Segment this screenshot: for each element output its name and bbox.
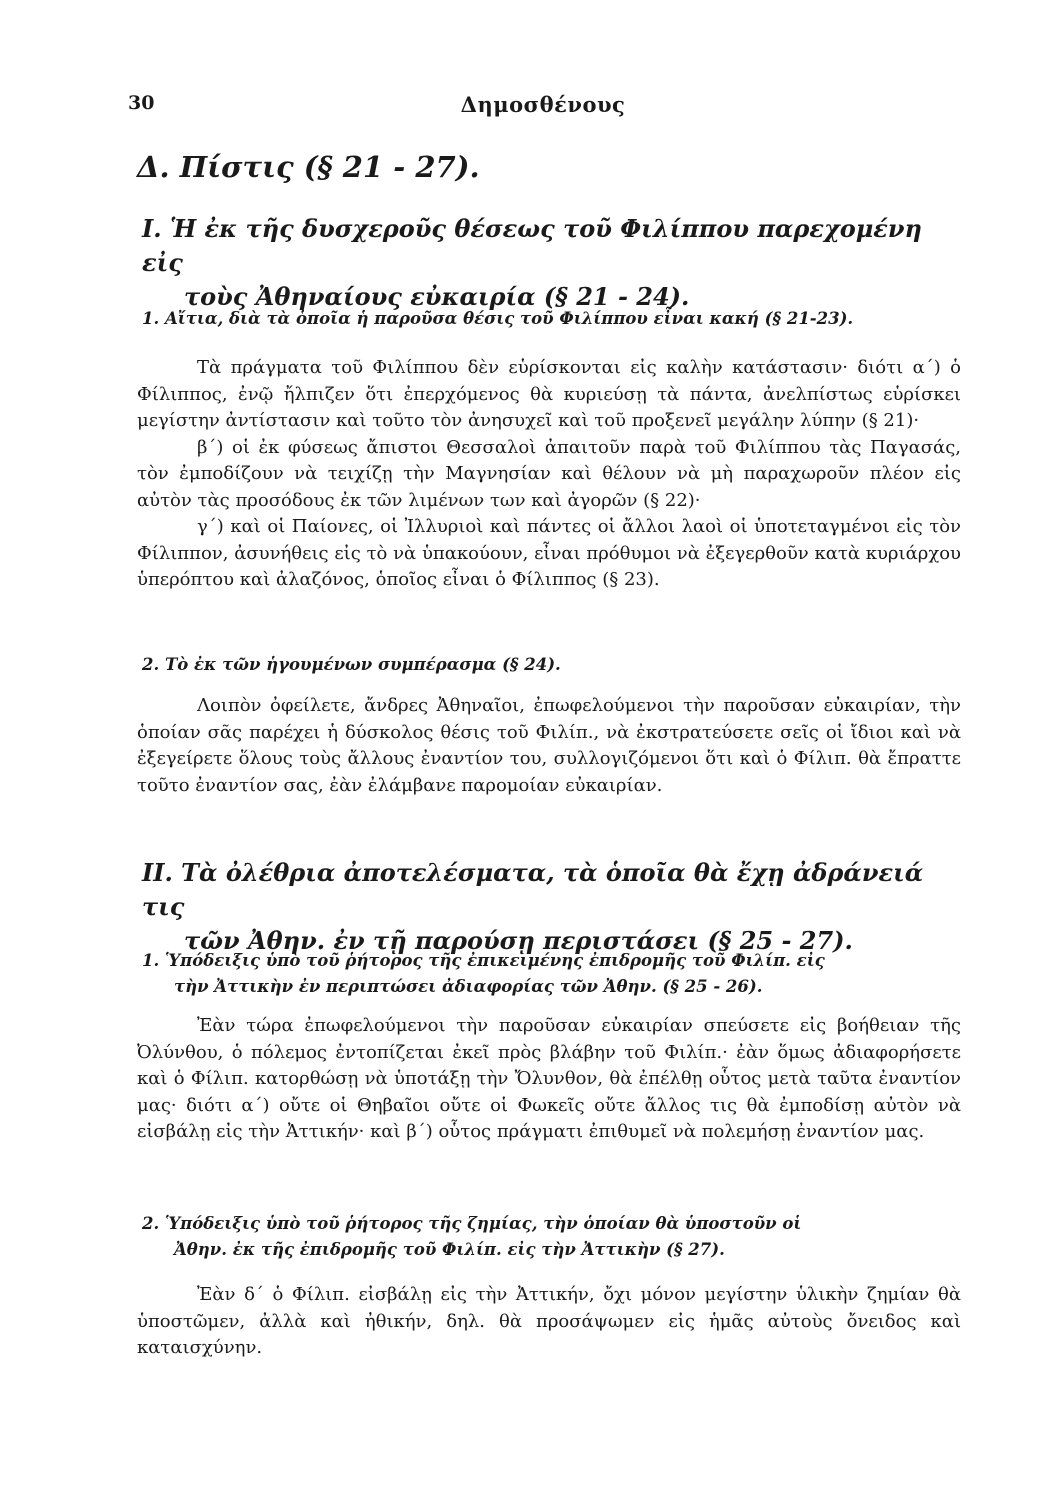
paragraph: Λοιπὸν ὀφείλετε, ἄνδρες Ἀθηναῖοι, ἐπωφελούμενοι τὴν παροῦσαν εὐκαιρίαν, τὴν ὁποίαν σᾶς παρέχει ἡ δύσκολος θέσις τοῦ Φιλίπ., νὰ ἐκστρατεύσετε σεῖς οἱ ἴδιοι καὶ νὰ ἐξεγείρετε ὅλους τοὺς ἄλλους ἐναντίον του, συλλογιζόμενοι ὅτι καὶ ὁ Φίλιπ. θὰ ἔπραττε τοῦτο ἐναντίον σας, ἐὰν ἐλάμβανε παρομοίαν εὐκαιρίαν.: [137, 695, 961, 796]
paragraph: Τὰ πράγματα τοῦ Φιλίππου δὲν εὑρίσκονται εἰς καλὴν κατάστασιν· διότι α΄) ὁ Φίλιππος, ἐνῷ ἤλπιζεν ὅτι ἐπερχόμενος θὰ κυριεύσῃ τὰ πάντα, ἀνελπίστως εὑρίσκει μεγίστην ἀντίστασιν καὶ τοῦτο τὸν ἀνησυχεῖ καὶ τοῦ προξενεῖ μεγάλην λύπην (§ 21)·: [137, 357, 961, 431]
part2-sub1-title-line1: 1. Ὑπόδειξις ὑπὸ τοῦ ῥήτορος τῆς ἐπικειμένης ἐπιδρομῆς τοῦ Φιλίπ. εἰς: [142, 951, 825, 970]
part1-title-line2: τοὺς Ἀθηναίους εὐκαιρία (§ 21 - 24).: [184, 282, 690, 311]
part2-title-line1: ΙΙ. Τὰ ὀλέθρια ἀποτελέσματα, τὰ ὁποῖα θὰ ἔχῃ ἀδράνειά τις: [142, 858, 924, 921]
part2-sub2-title-line2: Ἀθην. ἐκ τῆς ἐπιδρομῆς τοῦ Φιλίπ. εἰς τὴν Ἀττικὴν (§ 27).: [174, 1240, 725, 1259]
part1-sub2-title: 2. Τὸ ἐκ τῶν ἡγουμένων συμπέρασμα (§ 24).: [142, 655, 561, 674]
paragraph: β΄) οἱ ἐκ φύσεως ἄπιστοι Θεσσαλοὶ ἀπαιτοῦν παρὰ τοῦ Φιλίππου τὰς Παγασάς, τὸν ἐμποδίζουν νὰ τειχίζῃ τὴν Μαγνησίαν καὶ θέλουν νὰ μὴ παραχωροῦν πλέον εἰς αὐτὸν τὰς προσόδους ἐκ τῶν λιμένων των καὶ ἀγορῶν (§ 22)·: [137, 436, 961, 511]
paragraph: Ἐὰν δ΄ ὁ Φίλιπ. εἰσβάλῃ εἰς τὴν Ἀττικήν, ὄχι μόνον μεγίστην ὑλικὴν ζημίαν θὰ ὑποστῶμεν, ἀλλὰ καὶ ἠθικήν, δηλ. θὰ προσάψωμεν εἰς ἡμᾶς αὐτοὺς ὄνειδος καὶ καταισχύνην.: [137, 1284, 961, 1358]
part2-title: [142, 856, 962, 958]
running-title: Δημοσθένους: [460, 92, 626, 117]
part2-sub2-body: [137, 1282, 961, 1362]
page-header: [128, 92, 958, 120]
part1-title-line1: Ι. Ἡ ἐκ τῆς δυσχεροῦς θέσεως τοῦ Φιλίππου παρεχομένη εἰς: [142, 214, 922, 277]
part2-sub1-body: [137, 1013, 961, 1146]
part1-sub2-body: [137, 693, 961, 799]
part2-sub2-title: [142, 1211, 962, 1263]
part1-sub1-title: 1. Αἴτια, διὰ τὰ ὁποῖα ἡ παροῦσα θέσις τοῦ Φιλίππου εἶναι κακή (§ 21-23).: [142, 309, 854, 328]
part2-title-line2: τῶν Ἀθην. ἐν τῇ παρούσῃ περιστάσει (§ 25 - 27).: [184, 926, 853, 955]
section-title: Δ. Πίστις (§ 21 - 27).: [137, 150, 480, 184]
part1-title: [142, 212, 962, 314]
paragraph: Ἐὰν τώρα ἐπωφελούμενοι τὴν παροῦσαν εὐκαιρίαν σπεύσετε εἰς βοήθειαν τῆς Ὀλύνθου, ὁ πόλεμος ἐντοπίζεται ἐκεῖ πρὸς βλάβην τοῦ Φιλίπ.· ἐὰν ὅμως ἀδιαφορήσετε καὶ ὁ Φίλιπ. κατορθώσῃ νὰ ὑποτάξῃ τὴν Ὄλυνθον, θὰ ἐπέλθῃ οὗτος μετὰ ταῦτα ἐναντίον μας· διότι α΄) οὔτε οἱ Θηβαῖοι οὔτε οἱ Φωκεῖς οὔτε ἄλλος τις θὰ ἐμποδίσῃ αὐτὸν νὰ εἰσβάλῃ εἰς τὴν Ἀττικήν· καὶ β΄) οὗτος πράγματι ἐπιθυμεῖ νὰ πολεμήσῃ ἐναντίον μας.: [137, 1015, 961, 1142]
part2-sub1-title-line2: τὴν Ἀττικὴν ἐν περιπτώσει ἀδιαφορίας τῶν Ἀθην. (§ 25 - 26).: [174, 977, 763, 996]
page-number: 30: [128, 92, 155, 114]
paragraph: γ΄) καὶ οἱ Παίονες, οἱ Ἰλλυριοὶ καὶ πάντες οἱ ἄλλοι λαοὶ οἱ ὑποτεταγμένοι εἰς τὸν Φίλιππον, ἀσυνήθεις εἰς τὸ νὰ ὑπακούουν, εἶναι πρόθυμοι νὰ ἐξεγερθοῦν κατὰ κυριάρχου ὑπερόπτου καὶ ἀλαζόνος, ὁποῖος εἶναι ὁ Φίλιππος (§ 23).: [137, 516, 961, 590]
part2-sub1-title: [142, 948, 962, 1000]
part1-sub1-body: [137, 355, 961, 594]
part2-sub2-title-line1: 2. Ὑπόδειξις ὑπὸ τοῦ ῥήτορος τῆς ζημίας, τὴν ὁποίαν θὰ ὑποστοῦν οἱ: [142, 1214, 802, 1233]
